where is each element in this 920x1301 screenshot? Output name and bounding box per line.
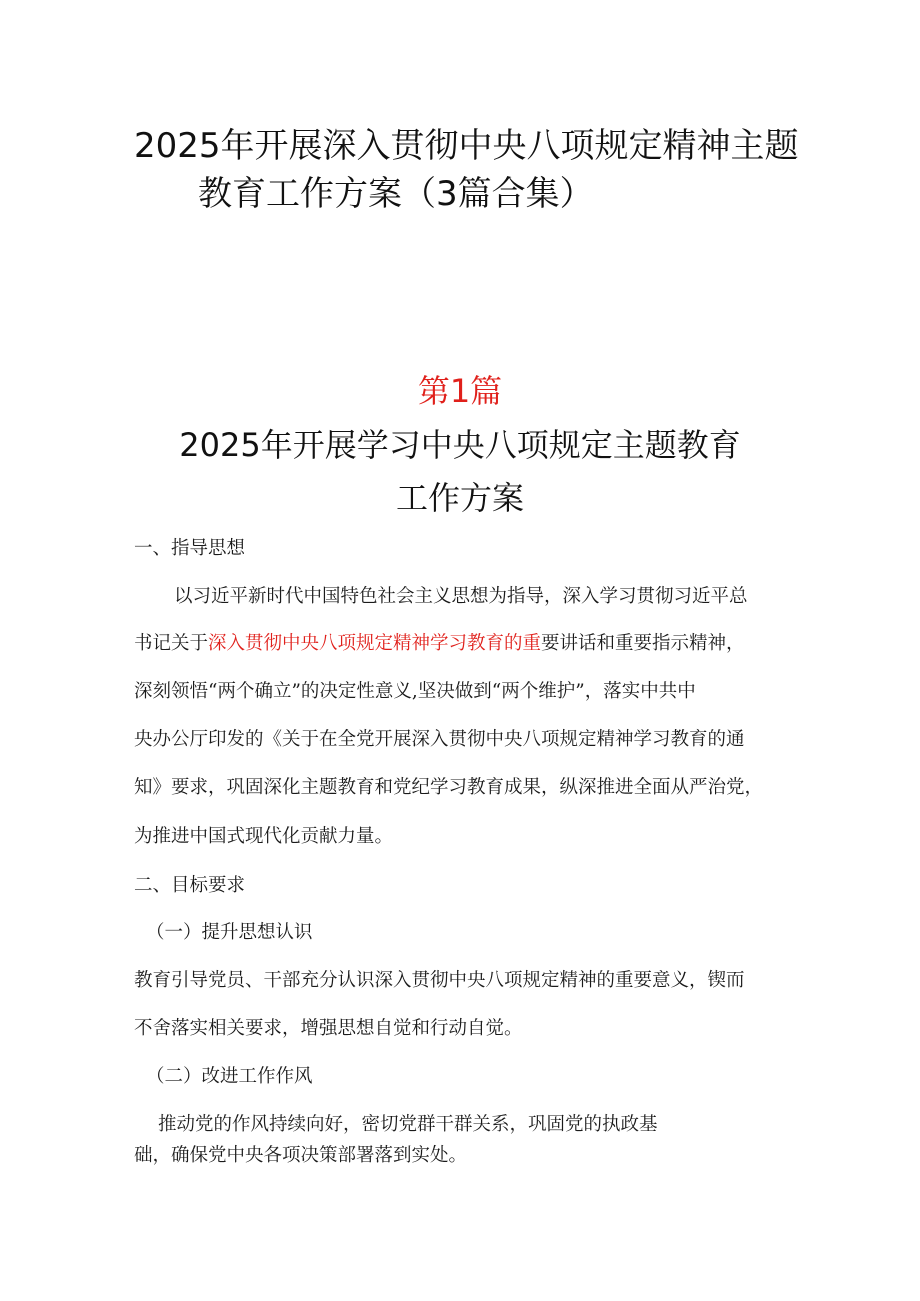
document-title-line-2: 教育工作方案（3篇合集） bbox=[198, 174, 594, 214]
part-title-line-1: 2025年开展学习中央八项规定主题教育 bbox=[179, 426, 741, 464]
section-heading-goals: 二、目标要求 bbox=[134, 875, 246, 896]
paragraph-line: 为推进中国式现代化贡献力量。 bbox=[134, 826, 394, 847]
paragraph-line: 推动党的作风持续向好，密切党群干群关系，巩固党的执政基 bbox=[158, 1114, 658, 1135]
text-span: 书记关于 bbox=[134, 633, 209, 654]
text-span: 要讲话和重要指示精神， bbox=[541, 633, 745, 654]
subsection-heading-2: （二）改进工作作风 bbox=[146, 1066, 313, 1087]
paragraph-line-with-highlight bbox=[134, 629, 745, 655]
part-label: 第1篇 bbox=[417, 372, 503, 410]
paragraph-line: 深刻领悟“两个确立”的决定性意义,坚决做到“两个维护”，落实中共中 bbox=[134, 681, 696, 702]
subsection-heading-1: （一）提升思想认识 bbox=[146, 922, 313, 943]
paragraph-line: 不舍落实相关要求，增强思想自觉和行动自觉。 bbox=[134, 1018, 523, 1039]
paragraph-line: 央办公厅印发的《关于在全党开展深入贯彻中央八项规定精神学习教育的通 bbox=[134, 729, 745, 750]
part-title-line-2: 工作方案 bbox=[395, 479, 524, 517]
paragraph-line: 知》要求，巩固深化主题教育和党纪学习教育成果，纵深推进全面从严治党， bbox=[134, 777, 764, 798]
highlighted-text: 深入贯彻中央八项规定精神学习教育的重 bbox=[208, 633, 542, 654]
document-title-line-1: 2025年开展深入贯彻中央八项规定精神主题 bbox=[134, 126, 799, 166]
section-heading-guiding-ideology: 一、指导思想 bbox=[134, 538, 246, 559]
paragraph-line: 以习近平新时代中国特色社会主义思想为指导，深入学习贯彻习近平总 bbox=[174, 586, 748, 607]
paragraph-line: 础，确保党中央各项决策部署落到实处。 bbox=[134, 1145, 468, 1166]
paragraph-line: 教育引导党员、干部充分认识深入贯彻中央八项规定精神的重要意义，锲而 bbox=[134, 970, 745, 991]
